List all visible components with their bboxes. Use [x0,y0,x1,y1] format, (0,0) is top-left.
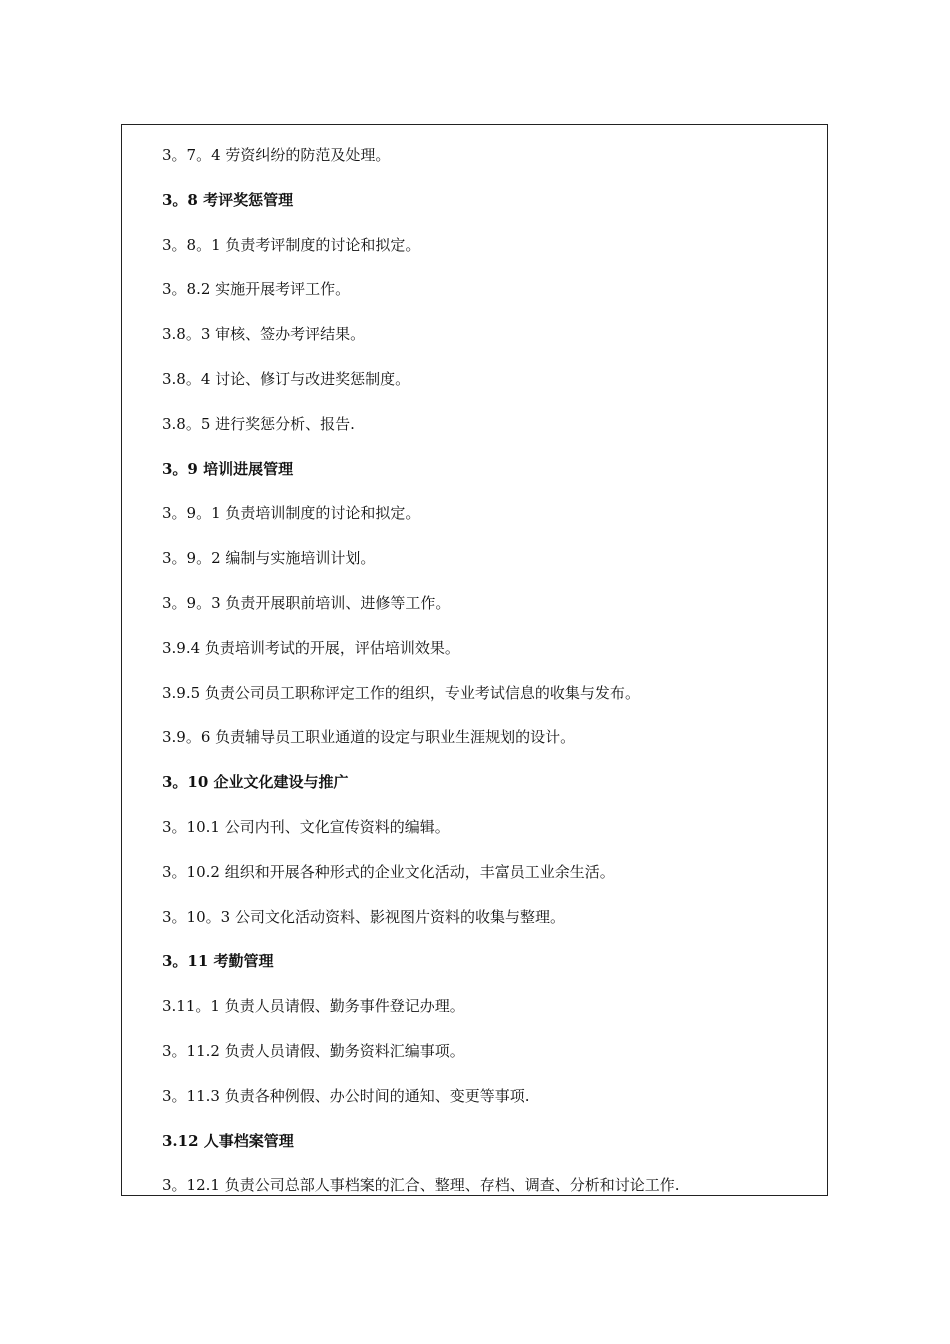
list-item: 3.11。1 负责人员请假、勤务事件登记办理。 [162,997,465,1016]
list-item: 3。10.1 公司内刊、文化宣传资料的编辑。 [162,817,450,836]
list-item: 3.8。4 讨论、修订与改进奖惩制度。 [162,369,411,388]
table-cell-border [121,124,828,1196]
list-item: 3。9。1 负责培训制度的讨论和拟定。 [162,504,421,523]
list-item: 3。10.2 组织和开展各种形式的企业文化活动，丰富员工业余生活。 [162,862,615,881]
list-item: 3。9。3 负责开展职前培训、进修等工作。 [162,593,451,612]
list-item: 3.9.4 负责培训考试的开展，评估培训效果。 [162,638,460,657]
section-heading: 3.12 人事档案管理 [162,1131,294,1150]
list-item: 3。8。1 负责考评制度的讨论和拟定。 [162,235,421,254]
list-item: 3。10。3 公司文化活动资料、影视图片资料的收集与整理。 [162,907,565,926]
section-heading: 3。9 培训进展管理 [162,459,294,478]
list-item: 3.9。6 负责辅导员工职业通道的设定与职业生涯规划的设计。 [162,728,576,747]
section-heading: 3。8 考评奖惩管理 [162,190,294,209]
list-item: 3.8。3 审核、签办考评结果。 [162,325,366,344]
section-heading: 3。10 企业文化建设与推广 [162,773,349,792]
list-item: 3。8.2 实施开展考评工作。 [162,280,351,299]
list-item: 3。11.2 负责人员请假、勤务资料汇编事项。 [162,1041,465,1060]
list-item: 3.9.5 负责公司员工职称评定工作的组织，专业考试信息的收集与发布。 [162,683,640,702]
section-heading: 3。11 考勤管理 [162,952,274,971]
list-item: 3。7。4 劳资纠纷的防范及处理。 [162,146,391,164]
list-item: 3。9。2 编制与实施培训计划。 [162,549,376,568]
list-item: 3。12.1 负责公司总部人事档案的汇合、整理、存档、调查、分析和讨论工作. [162,1176,680,1195]
list-item: 3.8。5 进行奖惩分析、报告. [162,414,355,433]
list-item: 3。11.3 负责各种例假、办公时间的通知、变更等事项. [162,1086,530,1105]
content-list [162,143,807,1196]
